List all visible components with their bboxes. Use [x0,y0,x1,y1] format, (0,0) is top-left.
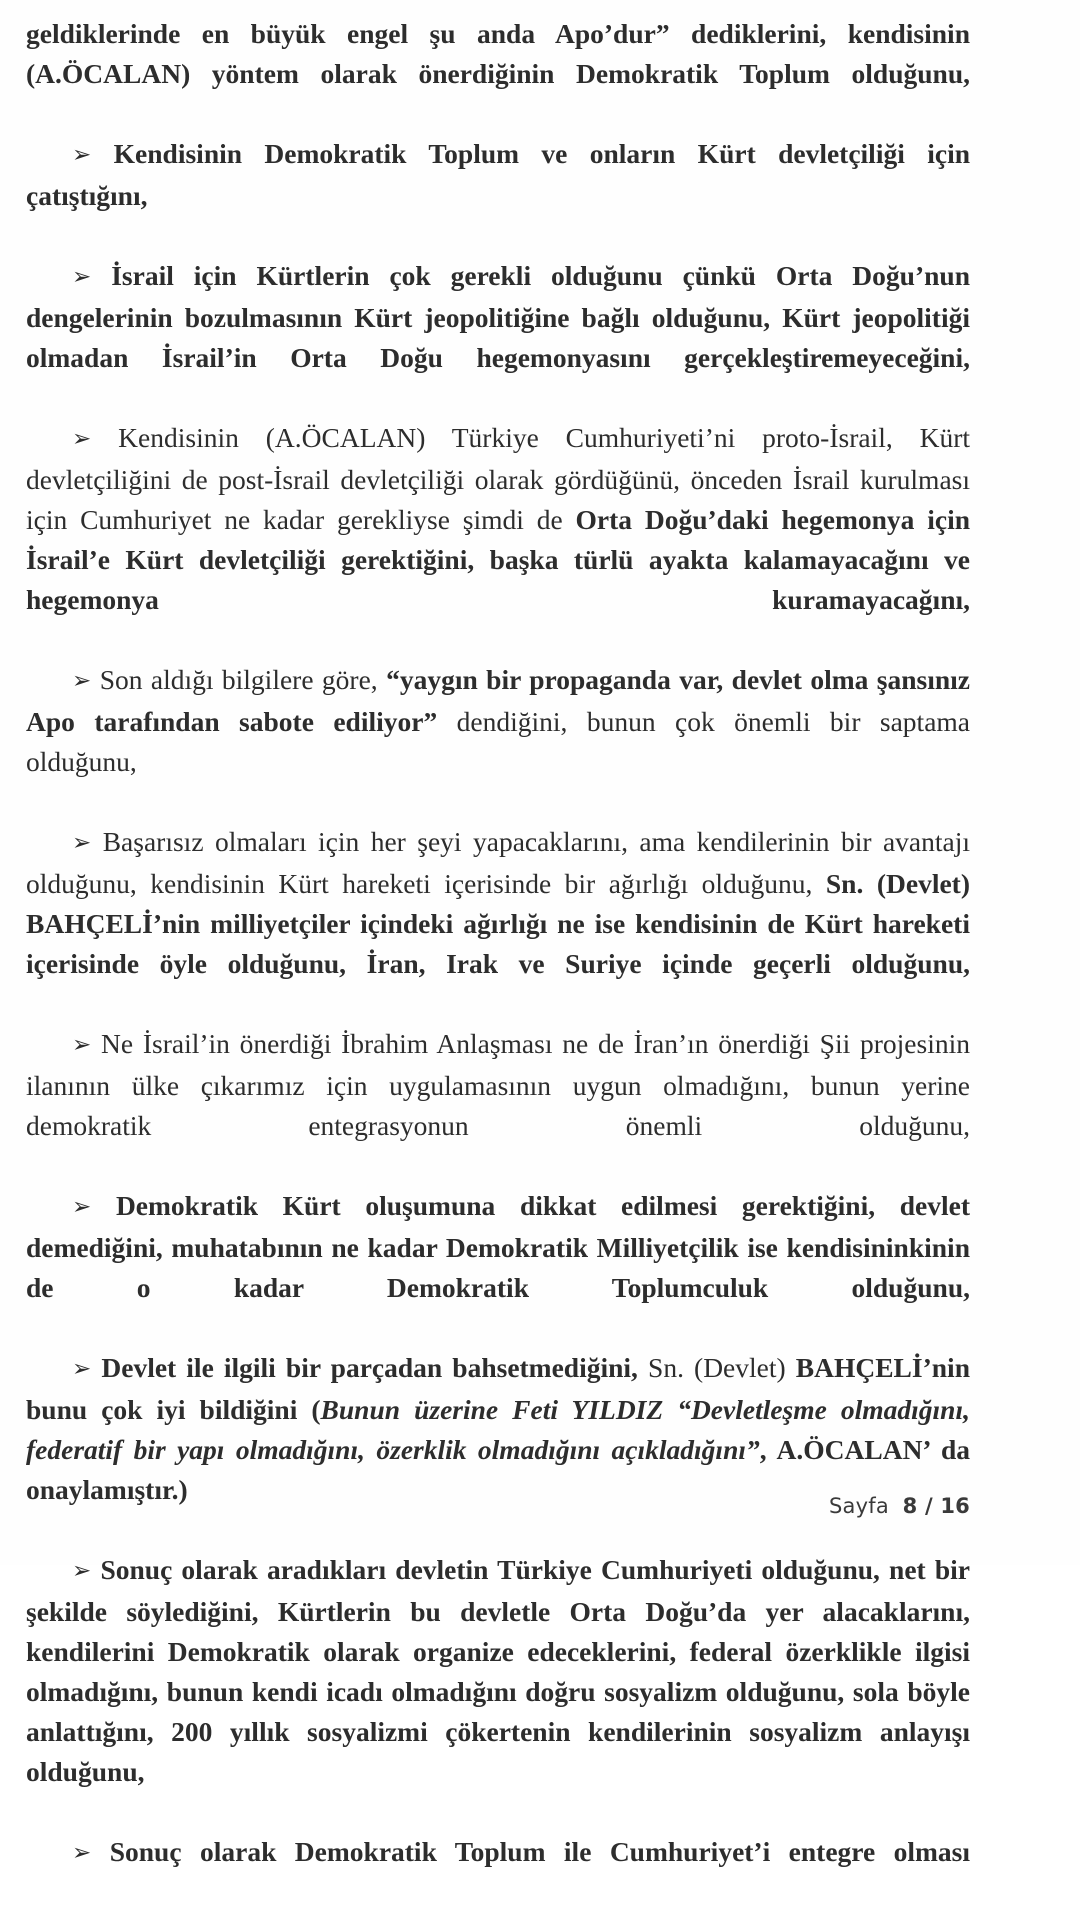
footer-page-label: Sayfa [829,1494,889,1518]
bulleted-paragraph [26,1348,970,1550]
text-run: Kendisinin Demokratik Toplum ve onların Kürt devletçiliği için çatıştığını, [26,138,970,211]
arrowhead-bullet-icon: ➢ [72,1194,92,1220]
bulleted-paragraph [26,1832,970,1914]
text-run: İsrail için Kürtlerin çok gerekli olduğunu çünkü Orta Doğu’nun dengelerinin bozulmasının Kürt jeopolitiğine bağlı olduğunu, Kürt jeopolitiği olmadan İsrail’in Orta Doğu hegemonyasını gerçekleştiremeyeceğini, [26,260,971,373]
arrowhead-bullet-icon: ➢ [72,1356,92,1382]
bulleted-paragraph [26,1186,970,1348]
text-run: Sonuç olarak aradıkları devletin Türkiye Cumhuriyeti olduğunu, net bir şekilde söylediğini, Kürtlerin bu devletle Orta Doğu’da yer alacaklarını, kendilerini Demokratik olarak organize edeceklerini, federal özerklikle ilgisi olmadığını, bunun kendi icadı olmadığını doğru sosyalizm olduğunu, sola böyle anlattığını, 200 yıllık sosyalizmi çökertenin kendilerinin sosyalizm anlayışı olduğunu, [26,1554,971,1787]
text-run: Kendisinin (A.ÖCALAN) Türkiye Cumhuriyeti’ni proto-İsrail, Kürt devletçiliğini de post-İsrail devletçiliği olarak gördüğünü, önceden İsrail kurulması için Cumhuriyet ne kadar gerekliyse şimdi de [26,422,971,535]
text-run: Demokratik Kürt oluşumuna dikkat edilmesi gerektiğini, devlet demediğini, muhatabının ne kadar Demokratik Milliyetçilik ise kendisininkinin de o kadar Demokratik Toplumculuk olduğunu, [26,1190,970,1303]
text-run: Sn. (Devlet) [648,1352,796,1383]
text-run: Devlet ile ilgili bir parçadan bahsetmediğini, [101,1352,649,1383]
text-run: Sonuç olarak Demokratik Toplum ile Cumhuriyet’i entegre olması [109,1836,971,1867]
text-run: Sn. (Devlet) BAHÇELİ’nin milliyetçiler içindeki ağırlığı ne ise kendisinin de Kürt hareketi içerisinde öyle olduğunu, İran, Irak ve Suriye içinde geçerli olduğunu, [26,868,970,979]
arrowhead-bullet-icon: ➢ [72,668,92,694]
arrowhead-bullet-icon: ➢ [72,264,92,290]
text-run: Son aldığı bilgilere göre, [99,664,387,695]
bulleted-paragraph [26,256,970,418]
text-run: , A.ÖCALAN’ da onaylamıştır.) [26,1434,970,1505]
text-run: BAHÇELİ’nin bunu çok iyi bildiğini ( [26,1352,970,1425]
arrowhead-bullet-icon: ➢ [72,1032,92,1058]
arrowhead-bullet-icon: ➢ [72,1840,92,1866]
bulleted-paragraph [26,660,970,822]
arrowhead-bullet-icon: ➢ [72,426,92,452]
bulleted-paragraph [26,822,970,1024]
arrowhead-bullet-icon: ➢ [72,1558,92,1584]
footer-page-indicator: 8 / 16 [902,1494,970,1518]
bulleted-paragraph [26,134,970,256]
bulleted-paragraph [26,1550,970,1832]
text-run: geldiklerinde en büyük engel şu anda Apo’dur” dediklerini, kendisinin (A.ÖCALAN) yöntem olarak önerdiğinin Demokratik Toplum olduğunu, [26,18,970,89]
text-run: Ne İsrail’in önerdiği İbrahim Anlaşması ne de İran’ın önerdiği Şii projesinin ilanının ülke çıkarımız için uygulamasının uygun olmadığını, bunun yerine demokratik entegrasyonun önemli olduğunu, [26,1028,970,1141]
bulleted-paragraph [26,418,970,660]
paragraph [26,14,970,134]
document-body [26,14,970,1914]
text-run: Başarısız olmaları için her şeyi yapacaklarını, ama kendilerinin bir avantajı olduğunu, kendisinin Kürt hareketi içerisinde bir ağırlığı olduğunu, [26,826,970,899]
text-run: dendiğini, bunun çok önemli bir saptama olduğunu, [26,706,971,777]
bulleted-paragraph [26,1024,970,1186]
arrowhead-bullet-icon: ➢ [72,830,92,856]
text-run: Orta Doğu’daki hegemonya için İsrail’e Kürt devletçiliği gerektiğini, başka türlü ayakta kalamayacağını ve hegemonya kuramayacağını, [26,504,970,615]
page-footer [26,1494,970,1518]
text-run: “yaygın bir propaganda var, devlet olma şansınız Apo tarafından sabote ediliyor” [26,664,971,737]
arrowhead-bullet-icon: ➢ [72,142,92,168]
text-run: Bunun üzerine Feti YILDIZ “Devletleşme olmadığını, federatif bir yapı olmadığını, özerklik olmadığını açıkladığını” [26,1394,970,1465]
